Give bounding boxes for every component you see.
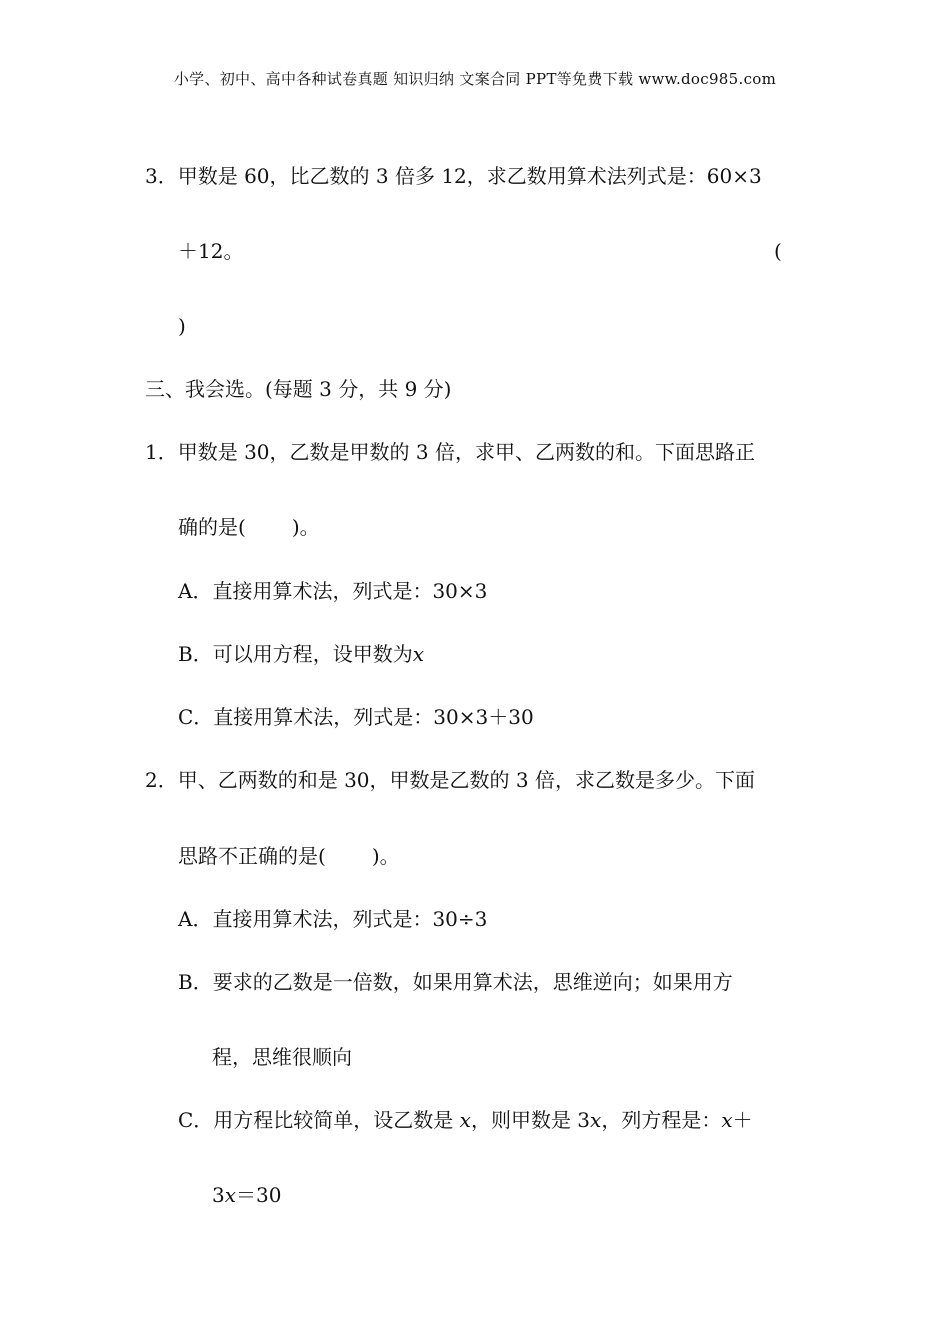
mc-question-1-close: )。 xyxy=(291,515,320,539)
mc-question-2-line2 xyxy=(178,843,400,869)
answer-paren-close[interactable]: ) xyxy=(178,314,186,338)
mc-question-2-option-c-line2 xyxy=(212,1182,281,1208)
mc-question-1-line1: 1．甲数是 30，乙数是甲数的 3 倍，求甲、乙两数的和。下面思路正 xyxy=(145,440,755,464)
variable-x: x xyxy=(721,1108,733,1132)
mc-question-1-option-b xyxy=(178,641,424,667)
mc-question-2-option-b-line1: B．要求的乙数是一倍数，如果用算术法，思维逆向；如果用方 xyxy=(178,970,733,994)
variable-x: x xyxy=(459,1108,471,1132)
mc-question-2-stem-end: 思路不正确的是( xyxy=(178,844,326,868)
mc-question-2-option-c-line1 xyxy=(178,1107,753,1133)
mc-question-1-option-a: A．直接用算术法，列式是：30×3 xyxy=(178,579,488,603)
option-b-text: B．可以用方程，设甲数为 xyxy=(178,642,413,666)
section-title: 三、我会选。(每题 3 分，共 9 分) xyxy=(145,377,452,401)
equation-text: ＝30 xyxy=(236,1183,282,1207)
mc-question-1-option-c: C．直接用算术法，列式是：30×3＋30 xyxy=(178,705,534,729)
option-c-text: ，列方程是： xyxy=(601,1108,722,1132)
variable-x: x xyxy=(590,1108,602,1132)
mc-question-2-line1: 2．甲、乙两数的和是 30，甲数是乙数的 3 倍，求乙数是多少。下面 xyxy=(145,768,755,792)
mc-question-1-line2 xyxy=(178,514,320,540)
mc-question-2-close: )。 xyxy=(371,844,400,868)
tf-question-3-line2: ＋12。 xyxy=(178,239,244,263)
variable-x: x xyxy=(412,642,424,666)
option-c-text: ＋ xyxy=(732,1108,753,1132)
mc-question-2-option-b-line2: 程，思维很顺向 xyxy=(212,1045,352,1069)
option-c-text: C．用方程比较简单，设乙数是 xyxy=(178,1108,460,1132)
variable-x: x xyxy=(224,1183,237,1207)
mc-question-1-stem-end: 确的是( xyxy=(178,515,246,539)
option-c-text: ，则甲数是 3 xyxy=(470,1108,591,1132)
tf-question-3-line1: 3．甲数是 60，比乙数的 3 倍多 12，求乙数用算术法列式是：60×3 xyxy=(145,164,762,188)
answer-paren-open[interactable]: ( xyxy=(774,239,782,263)
mc-question-2-option-a: A．直接用算术法，列式是：30÷3 xyxy=(178,907,488,931)
page-header: 小学、初中、高中各种试卷真题 知识归纳 文案合同 PPT等免费下载 www.doc985.com xyxy=(173,70,777,88)
equation-text: 3 xyxy=(212,1183,225,1207)
